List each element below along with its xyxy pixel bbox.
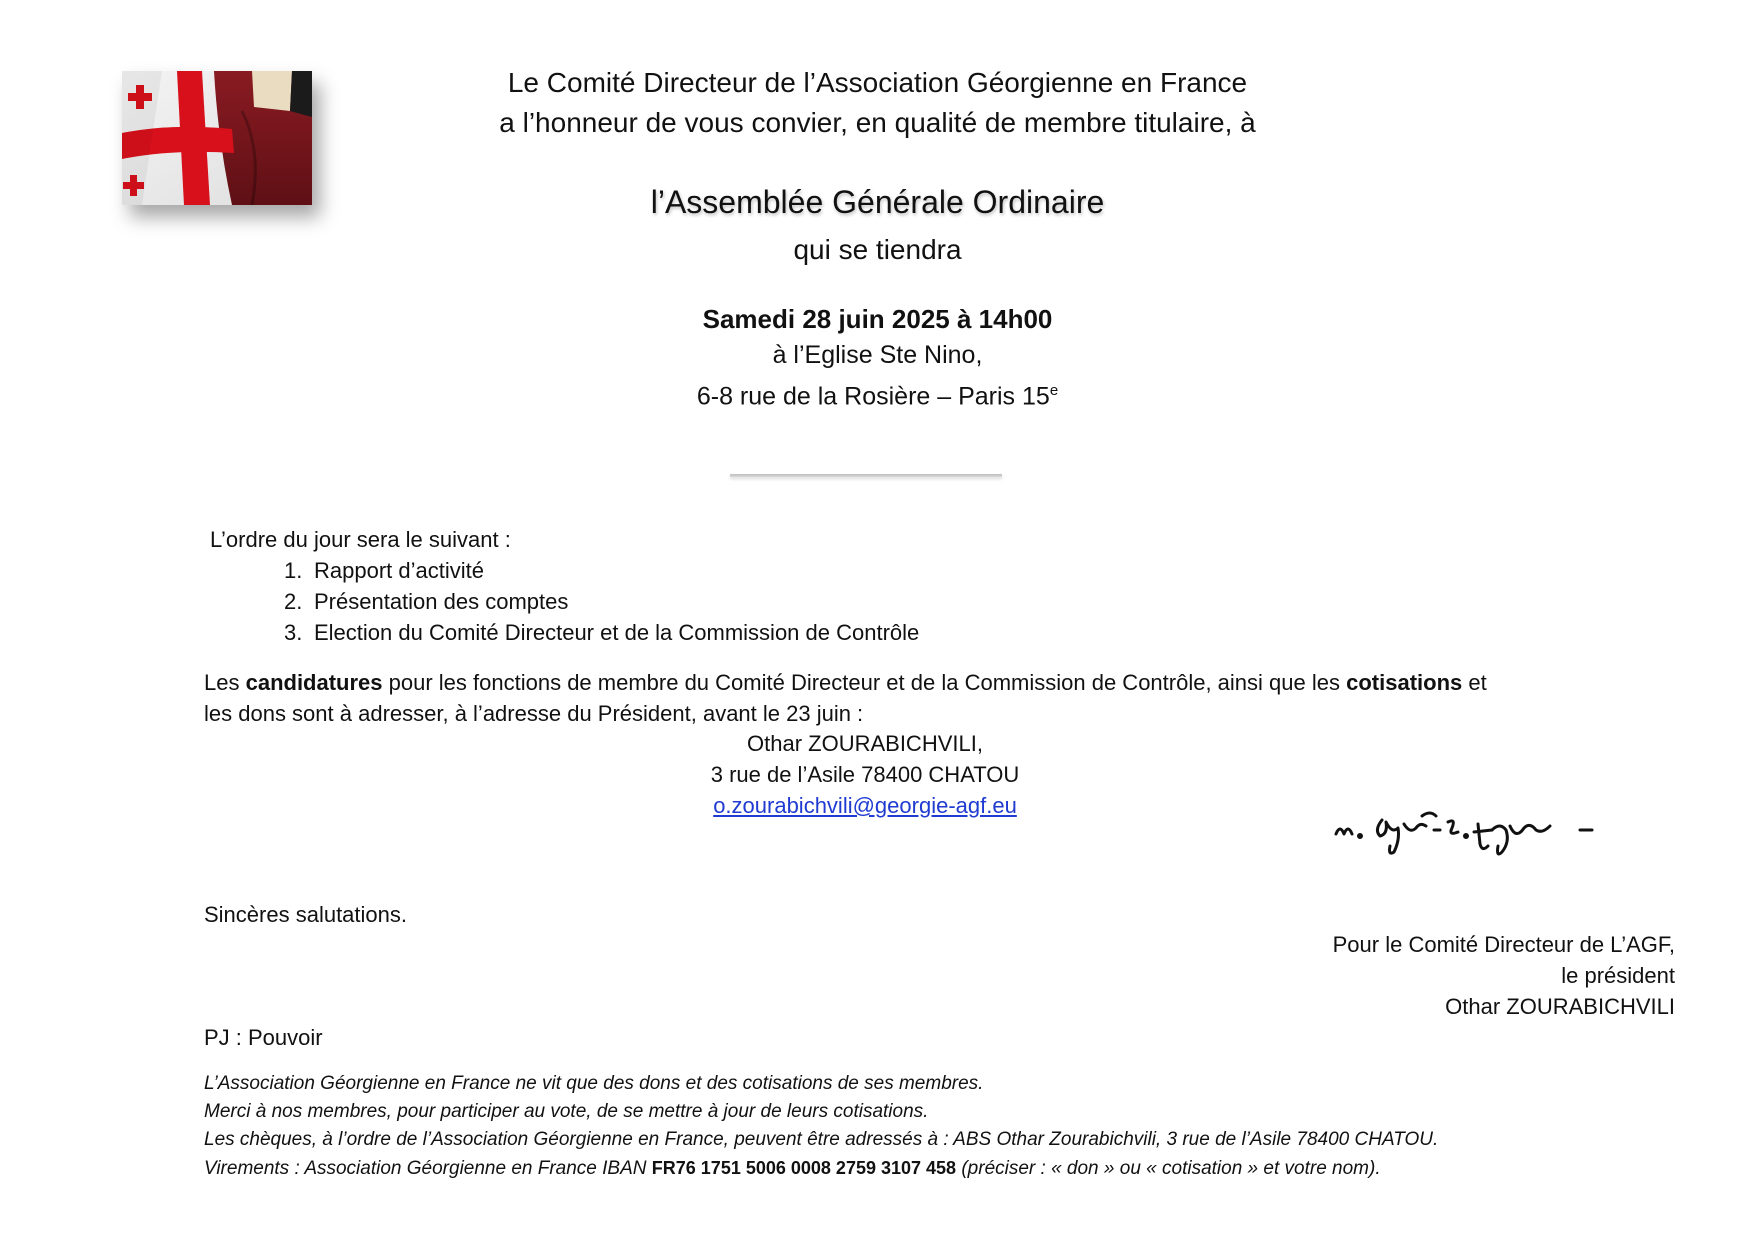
event-address-text: 6-8 rue de la Rosière – Paris 15 [696,382,1050,411]
event-date: Samedi 28 juin 2025 à 14h00 [702,304,1053,334]
candidatures-line-1 [204,667,1604,698]
cotisations-bold: cotisations [1346,670,1463,695]
signature-line-3: Othar ZOURABICHVILI [1445,994,1675,1019]
attachment-note: PJ : Pouvoir [204,1025,323,1050]
text-run: et [1462,670,1487,695]
event-address [0,373,1755,414]
handwritten-signature [1330,800,1610,870]
candidatures-bold: candidatures [245,670,383,695]
footer-note [204,1070,1724,1183]
event-address-sup: e [1049,382,1059,399]
signature-line-2: le président [1561,963,1675,988]
agenda-item-number: 3. [284,620,303,645]
signature-block [1100,929,1675,1022]
agenda-item-label: Rapport d’activité [314,558,484,583]
text-run: Les [204,670,246,695]
text-run: Virements : Association Géorgienne en France IBAN [204,1158,652,1179]
agenda-item-number: 2. [284,589,303,614]
iban-number: FR76 1751 5006 0008 2759 3107 458 [651,1158,957,1178]
header-line-2: a l’honneur de vous convier, en qualité de membre titulaire, à [499,107,1256,138]
divider [730,474,1002,477]
footer-line-3: Les chèques, à l’ordre de l’Association Géorgienne en France, peuvent être adressés à : ABS Othar Zourabichvili, 3 rue de l’Asile 78400 CHATOU. [204,1129,1439,1150]
agenda-item [284,617,1284,648]
agenda-item-label: Election du Comité Directeur et de la Commission de Contrôle [314,620,920,645]
candidatures-paragraph [204,667,1604,729]
agenda-item-label: Présentation des comptes [314,589,569,614]
footer-line-4 [204,1154,1724,1183]
assembly-title: l’Assemblée Générale Ordinaire [650,184,1105,220]
agenda-list [284,555,1284,648]
president-email-link[interactable]: o.zourabichvili@georgie-agf.eu [713,793,1017,818]
event-venue: à l’Eglise Ste Nino, [772,341,983,369]
closing-salutation: Sincères salutations. [204,902,407,927]
text-run: (préciser : « don » ou « cotisation » et votre nom). [956,1158,1381,1179]
header-line-1: Le Comité Directeur de l’Association Géorgienne en France [507,67,1248,98]
president-name: Othar ZOURABICHVILI, [747,731,983,756]
candidatures-line-2: les dons sont à adresser, à l’adresse du Président, avant le 23 juin : [204,701,864,726]
agenda-item-number: 1. [284,558,303,583]
text-run: pour les fonctions de membre du Comité Directeur et de la Commission de Contrôle, ainsi que les [382,670,1347,695]
assembly-subtitle: qui se tiendra [793,234,962,265]
agenda-item [284,586,1284,617]
invitation-header [0,63,1755,143]
footer-line-2: Merci à nos membres, pour participer au vote, de se mettre à jour de leurs cotisations. [204,1101,929,1122]
signature-graphic [1330,800,1610,870]
president-street: 3 rue de l’Asile 78400 CHATOU [710,762,1020,787]
agenda-item [284,555,1284,586]
agenda-intro: L’ordre du jour sera le suivant : [210,527,511,552]
signature-line-1: Pour le Comité Directeur de L’AGF, [1332,932,1675,957]
footer-line-1: L’Association Géorgienne en France ne vit que des dons et des cotisations de ses membres. [204,1073,984,1094]
